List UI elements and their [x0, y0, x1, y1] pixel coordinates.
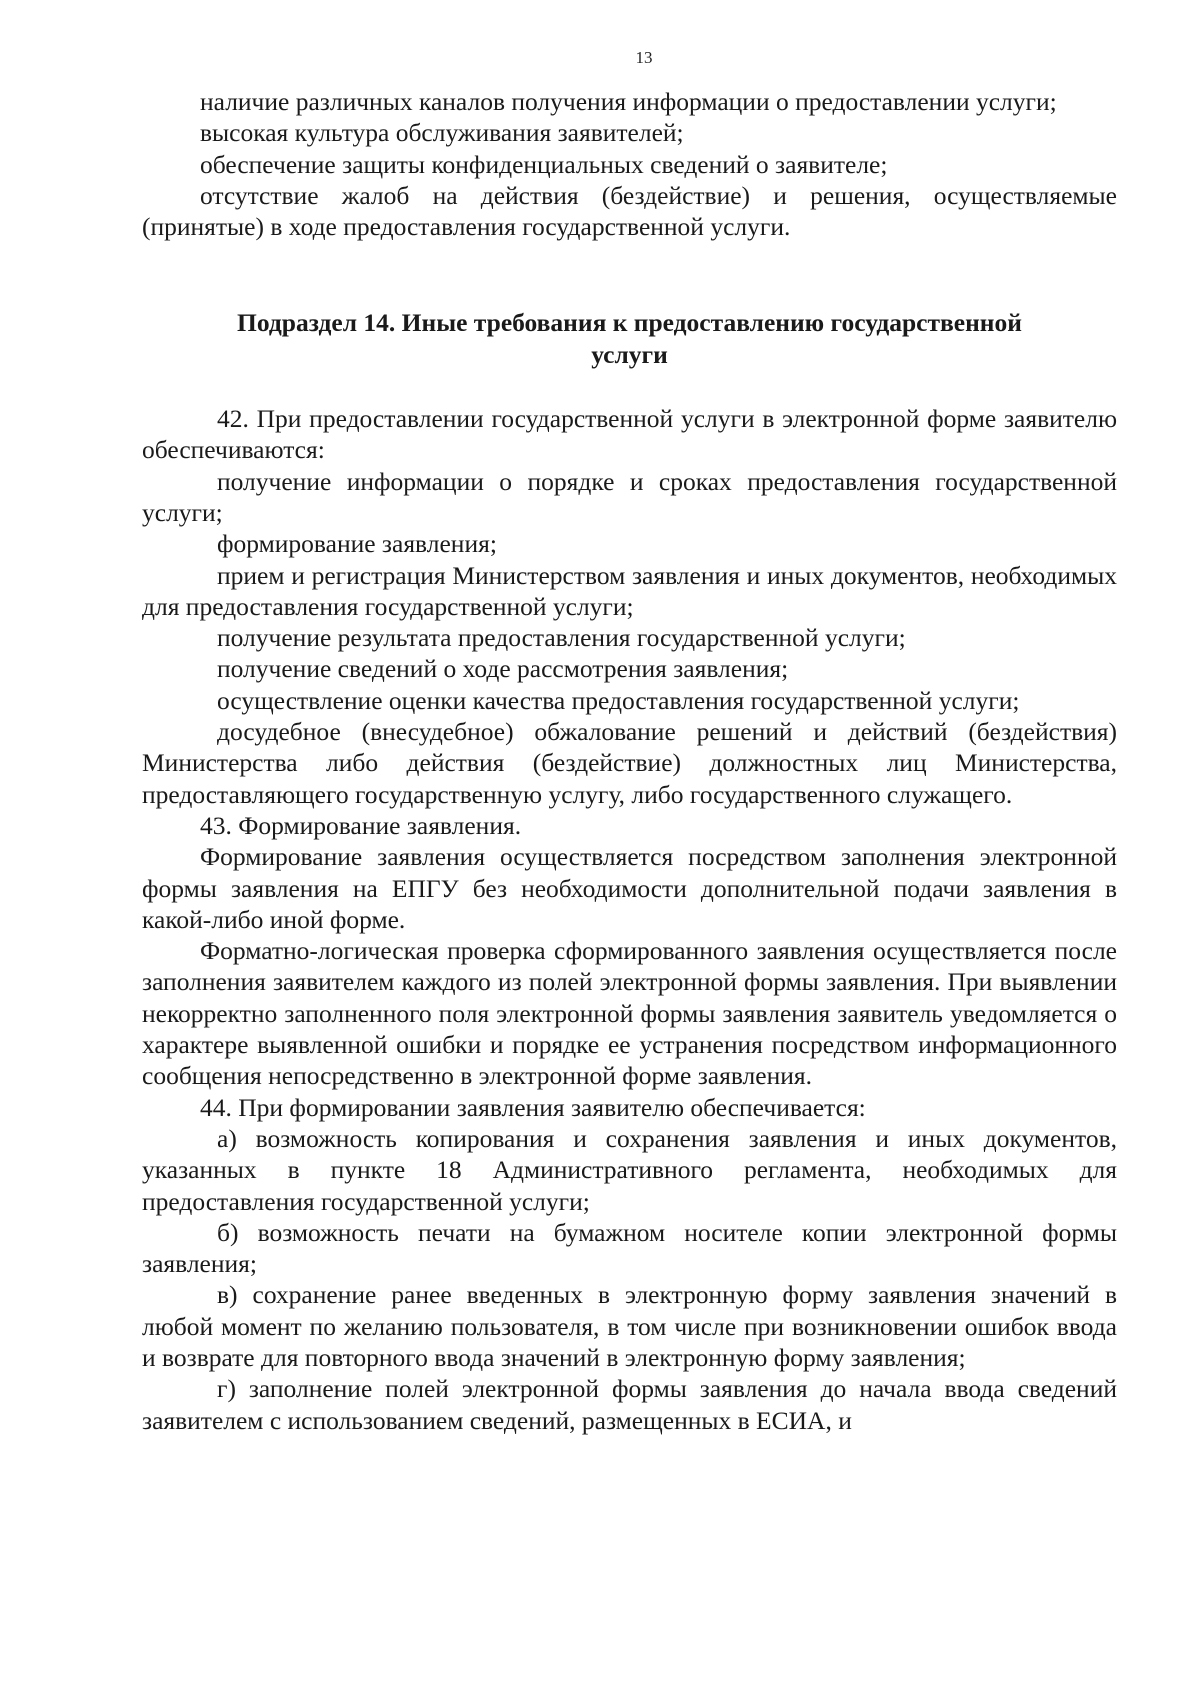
- paragraph: высокая культура обслуживания заявителей;: [200, 118, 684, 148]
- section-heading-line: услуги: [591, 339, 668, 369]
- paragraph-item-43: 43. Формирование заявления.: [200, 810, 522, 840]
- section-heading: [142, 307, 1117, 370]
- paragraph: наличие различных каналов получения информации о предоставлении услуги;: [200, 87, 1057, 116]
- paragraph-item-44: 44. При формировании заявления заявителю обеспечивается:: [200, 1092, 866, 1122]
- paragraph: отсутствие жалоб на действия (бездействие) и решения, осуществляемые (принятые) в ходе предоставления государственной услуги.: [142, 180, 1117, 242]
- paragraph: обеспечение защиты конфиденциальных сведений о заявителе;: [200, 149, 888, 179]
- paragraph-subitem-a: а) возможность копирования и сохранения заявления и иных документов, указанных в пункте 18 Административного регламента, необходимых для предоставления государственной услуги;: [142, 1123, 1117, 1216]
- paragraph: получение результата предоставления государственной услуги;: [217, 623, 906, 653]
- paragraph: досудебное (внесудебное) обжалование решений и действий (бездействия) Министерства либо действия (бездействие) должностных лиц Министерства, предоставляющего государственную услугу, либо государственного служащего.: [142, 717, 1117, 809]
- paragraph: Формирование заявления осуществляется посредством заполнения электронной формы заявления на ЕПГУ без необходимости дополнительной подачи заявления в какой-либо иной форме.: [142, 842, 1117, 934]
- paragraph: осуществление оценки качества предоставления государственной услуги;: [217, 685, 1020, 715]
- document-body: [142, 86, 1117, 1436]
- paragraph-subitem-v: в) сохранение ранее введенных в электронную форму заявления значений в любой момент по желанию пользователя, в том числе при возникновении ошибок ввода и возврате для повторного ввода значений в электронную форму заявления;: [142, 1280, 1117, 1372]
- paragraph: получение сведений о ходе рассмотрения заявления;: [217, 654, 789, 684]
- paragraph: получение информации о порядке и сроках предоставления государственной услуги;: [142, 466, 1117, 527]
- paragraph-item-42: 42. При предоставлении государственной услуги в электронной форме заявителю обеспечиваются:: [142, 404, 1117, 465]
- section-heading-line: Подраздел 14. Иные требования к предоставлению государственной: [237, 308, 1022, 338]
- page-number: 13: [635, 48, 653, 67]
- paragraph: прием и регистрация Министерством заявления и иных документов, необходимых для предоставления государственной услуги;: [142, 560, 1117, 621]
- paragraph-subitem-g: г) заполнение полей электронной формы заявления до начала ввода сведений заявителем с использованием сведений, размещенных в ЕСИА, и: [142, 1374, 1117, 1435]
- paragraph: формирование заявления;: [217, 529, 497, 559]
- paragraph-subitem-b: б) возможность печати на бумажном носителе копии электронной формы заявления;: [142, 1217, 1117, 1279]
- paragraph: Форматно-логическая проверка сформированного заявления осуществляется после заполнения заявителем каждого из полей электронной формы заявления. При выявлении некорректно заполненного поля электронной формы заявления заявитель уведомляется о характере выявленной ошибки и порядке ее устранения посредством информационного сообщения непосредственно в электронной форме заявления.: [142, 936, 1117, 1091]
